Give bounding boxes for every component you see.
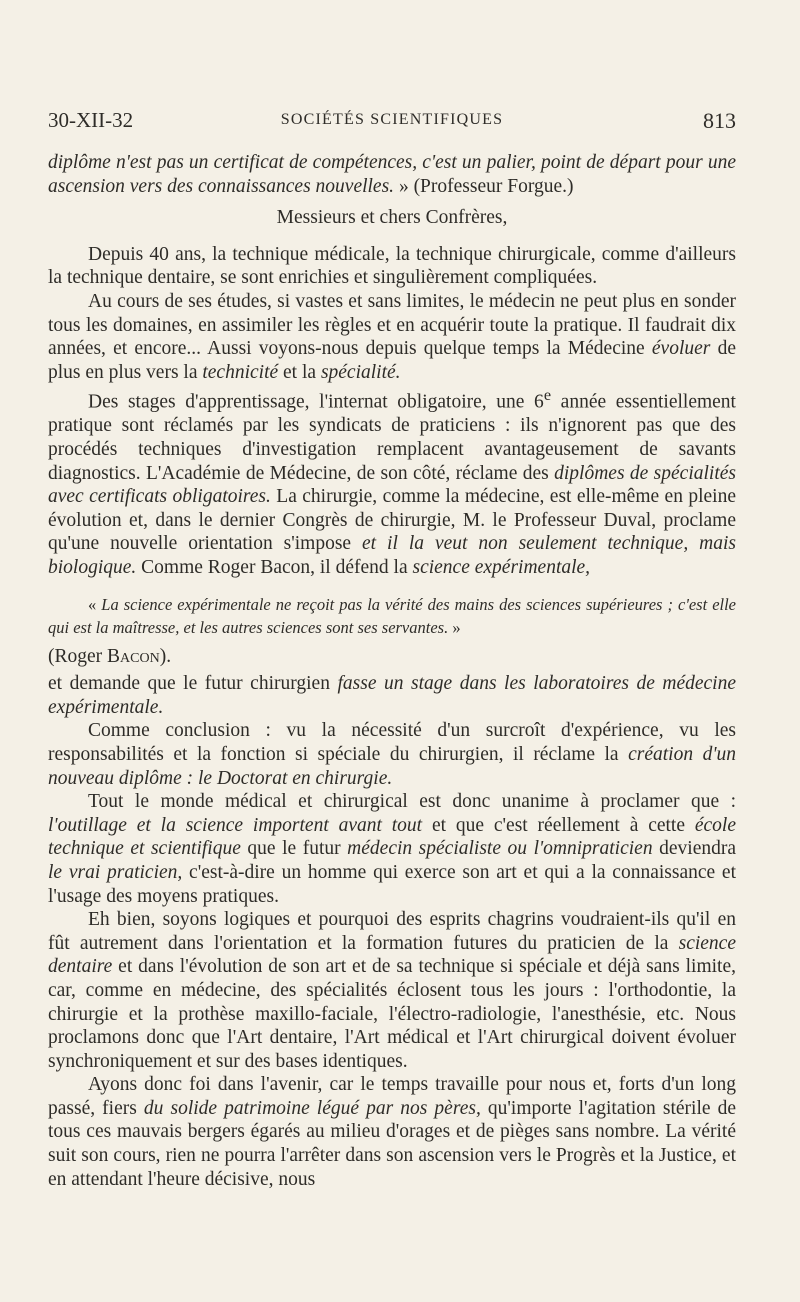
text: Tout le monde médical et chirurgical est donc unanime à proclamer que : — [88, 791, 736, 813]
quote-attribution — [48, 645, 736, 669]
italic-text: évoluer — [651, 338, 711, 360]
paragraph — [48, 384, 736, 579]
text: de plus en plus vers la — [48, 338, 737, 383]
text: ). — [159, 645, 172, 667]
superscript: e — [543, 386, 552, 405]
page-number: 813 — [703, 108, 736, 133]
italic-text: spécialité. — [320, 361, 401, 383]
italic-text: fasse un stage dans les laboratoires de médecine expérimentale. — [48, 673, 736, 718]
italic-text: science dentaire — [48, 932, 736, 978]
paragraph — [48, 290, 736, 384]
text: et la — [278, 361, 321, 383]
header-section-title: SOCIÉTÉS SCIENTIFIQUES — [280, 111, 504, 128]
italic-text: du solide patrimoine légué par nos pères, — [143, 1097, 481, 1119]
text: Depuis 40 ans, la technique médicale, la technique chirurgicale, comme d'ailleurs la technique dentaire, se sont enrichies et singulièrement compliquées. — [48, 243, 736, 289]
quote-mark: » — [448, 617, 461, 637]
text: Comme conclusion : vu la nécessité d'un surcroît d'expérience, vu les responsabilités et la fonction si spéciale du chirurgien, il réclame la — [48, 720, 736, 765]
running-header — [48, 108, 736, 138]
text: Au cours de ses études, si vastes et sans limites, le médecin ne peut plus en sonder tous les domaines, en assimiler les règles et en acquérir toute la pratique. Il faudrait dix années, et encore... Aussi voyons-nous depuis quelque temps la Médecine — [48, 290, 736, 360]
italic-text: technicité — [202, 361, 279, 383]
quote-mark: « — [88, 594, 102, 614]
text: deviendra — [652, 838, 736, 860]
small-caps-name: Bacon — [107, 645, 160, 667]
paragraph — [48, 908, 736, 1073]
text: » (Professeur Forgue.) — [394, 175, 574, 197]
body-text — [48, 151, 736, 1191]
italic-text: science expérimentale, — [412, 557, 591, 578]
italic-text: création d'un nouveau diplôme : le Doctorat en chirurgie. — [48, 743, 736, 789]
salutation: Messieurs et chers Confrères, — [276, 207, 508, 229]
italic-text: La science expérimentale ne reçoit pas la vérité des mains des sciences supérieures ; c'est elle qui est la maîtresse, et les autres sciences sont ses servantes. — [48, 594, 737, 637]
paragraph — [48, 790, 736, 908]
paragraph — [48, 672, 736, 719]
italic-text: le vrai praticien, — [48, 861, 183, 883]
italic-text: école technique et scientifique — [48, 814, 736, 860]
text: Comme Roger Bacon, il défend la — [136, 557, 413, 578]
text: année essentiellement pratique sont réclamés par les syndicats de praticiens : ils n'ignorent pas que des procédés techniques d'investigation remplacent avantageusement de savants diagnostics. L'Académie de Médecine, de son côté, réclame des — [48, 391, 736, 484]
text: qu'importe l'agitation stérile de tous ces mauvais bergers égarés au milieu d'orages et de pièges sans nombre. La vérité suit son cours, rien ne pourra l'arrêter dans son ascension vers le Progrès et la Justice, et en attendant l'heure décisive, nous — [48, 1097, 737, 1190]
text: (Roger — [48, 645, 108, 667]
text: Eh bien, soyons logiques et pourquoi des esprits chagrins voudraient-ils qu'il en fût autrement dans l'orientation et la formation futures du praticien de la — [48, 909, 736, 954]
paragraph — [48, 719, 736, 790]
text: et dans l'évolution de son art et de sa technique si spéciale et déjà sans limite, car, comme en médecine, des spécialités éclosent tous les jours : l'orthodontie, la chirurgie et la prothèse maxillo-faciale, l'électro-radiologie, l'anesthésie, etc. Nous proclamons donc que l'Art dentaire, l'Art médical et l'Art chirurgical doivent évoluer synchroniquement et sur des bases identiques. — [48, 956, 736, 1072]
text: et que c'est réellement à cette — [422, 814, 695, 836]
italic-text: médecin spécialiste ou l'omnipraticien — [347, 838, 653, 860]
italic-text: diplômes de spécialités avec certificats obligatoires. — [48, 462, 736, 508]
text: Des stages d'apprentissage, l'internat obligatoire, une 6 — [88, 391, 544, 413]
italic-text: et il la veut non seulement technique, mais biologique. — [48, 533, 736, 578]
text: et demande que le futur chirurgien — [48, 673, 338, 695]
italic-text: l'outillage et la science importent avant tout — [48, 814, 423, 836]
paragraph — [48, 1073, 736, 1191]
paragraph — [48, 243, 736, 290]
text: Ayons donc foi dans l'avenir, car le temps travaille pour nous et, forts d'un long passé, fiers — [48, 1074, 736, 1119]
italic-text: diplôme n'est pas un certificat de compétences, c'est un palier, point de départ pour une ascension vers des connaissances nouvelles. — [48, 152, 736, 197]
text: que le futur — [240, 838, 348, 860]
paragraph-quote-end — [48, 151, 736, 198]
block-quote — [48, 593, 736, 639]
header-date: 30-XII-32 — [48, 108, 134, 132]
text: c'est-à-dire un homme qui exerce son art et qui a la connaissance et l'usage des moyens pratiques. — [48, 861, 736, 907]
text: La chirurgie, comme la médecine, est elle-même en pleine évolution et, dans le dernier Congrès de chirurgie, M. le Professeur Duval, proclame qu'une nouvelle orientation s'impose — [48, 486, 736, 555]
